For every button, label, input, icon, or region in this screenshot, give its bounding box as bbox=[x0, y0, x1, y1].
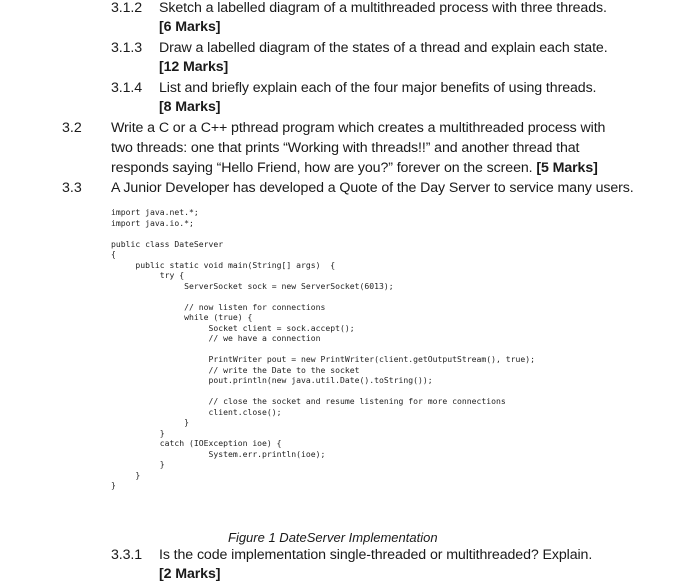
code-line: ServerSocket sock = new ServerSocket(6013); bbox=[111, 280, 394, 291]
question-3-1-4-number: 3.1.4 bbox=[111, 80, 143, 96]
code-line: while (true) { bbox=[111, 312, 253, 322]
question-3-3-number: 3.3 bbox=[62, 180, 82, 196]
code-line: // now listen for connections bbox=[111, 301, 326, 312]
code-line: import java.io.*; bbox=[111, 217, 194, 228]
question-3-1-4-text: List and briefly explain each of the four major benefits of using threads. bbox=[159, 80, 597, 96]
code-line: // we have a connection bbox=[111, 333, 321, 343]
question-3-1-2-marks: [6 Marks] bbox=[159, 19, 221, 35]
question-3-2-line-3 bbox=[111, 159, 598, 179]
question-3-3-text: A Junior Developer has developed a Quote of the Day Server to service many users. bbox=[111, 180, 634, 196]
code-line: Socket client = sock.accept(); bbox=[111, 322, 355, 333]
code-line: } bbox=[111, 417, 189, 427]
code-line: } bbox=[111, 459, 165, 469]
question-3-3-1-number: 3.3.1 bbox=[111, 547, 143, 563]
question-3-1-2-text: Sketch a labelled diagram of a multithreaded process with three threads. bbox=[159, 0, 607, 16]
code-line: PrintWriter pout = new PrintWriter(client.getOutputStream(), true); bbox=[111, 354, 535, 364]
code-line: public class DateServer bbox=[111, 238, 224, 249]
question-3-1-3-number: 3.1.3 bbox=[111, 40, 143, 56]
code-listing bbox=[111, 207, 535, 491]
question-3-1-3-text: Draw a labelled diagram of the states of a thread and explain each state. bbox=[159, 40, 608, 56]
figure-caption: Figure 1 DateServer Implementation bbox=[228, 530, 438, 545]
question-3-1-3-marks: [12 Marks] bbox=[159, 59, 229, 75]
question-3-1-2-number: 3.1.2 bbox=[111, 0, 143, 16]
code-line: try { bbox=[111, 270, 185, 280]
code-line bbox=[111, 291, 535, 302]
code-line: { bbox=[111, 249, 116, 259]
code-line bbox=[111, 228, 535, 239]
code-line: } bbox=[111, 427, 165, 438]
question-3-3-1-marks: [2 Marks] bbox=[159, 566, 221, 582]
code-line: } bbox=[111, 469, 141, 480]
question-3-2-line-3-text: responds saying “Hello Friend, how are you?” forever on the screen. bbox=[111, 160, 533, 176]
question-3-3-1-text: Is the code implementation single-threaded or multithreaded? Explain. bbox=[159, 547, 593, 563]
question-3-2-line-1: Write a C or a C++ pthread program which creates a multithreaded process with bbox=[111, 120, 606, 136]
code-line bbox=[111, 344, 535, 355]
code-line: // close the socket and resume listening for more connections bbox=[111, 396, 506, 406]
code-line: // write the Date to the socket bbox=[111, 364, 360, 375]
code-line: client.close(); bbox=[111, 406, 282, 417]
question-3-2-marks: [5 Marks] bbox=[536, 160, 598, 176]
question-3-2-line-2: two threads: one that prints “Working with threads!!” and another thread that bbox=[111, 140, 580, 156]
question-3-1-4-marks: [8 Marks] bbox=[159, 99, 221, 115]
code-line: pout.println(new java.util.Date().toString()); bbox=[111, 375, 433, 385]
code-line: catch (IOException ioe) { bbox=[111, 438, 282, 448]
code-line: public static void main(String[] args) { bbox=[111, 259, 336, 270]
code-line bbox=[111, 386, 535, 397]
code-line: } bbox=[111, 480, 116, 490]
question-3-2-number: 3.2 bbox=[62, 120, 82, 136]
code-line: import java.net.*; bbox=[111, 207, 199, 217]
code-line: System.err.println(ioe); bbox=[111, 448, 326, 459]
